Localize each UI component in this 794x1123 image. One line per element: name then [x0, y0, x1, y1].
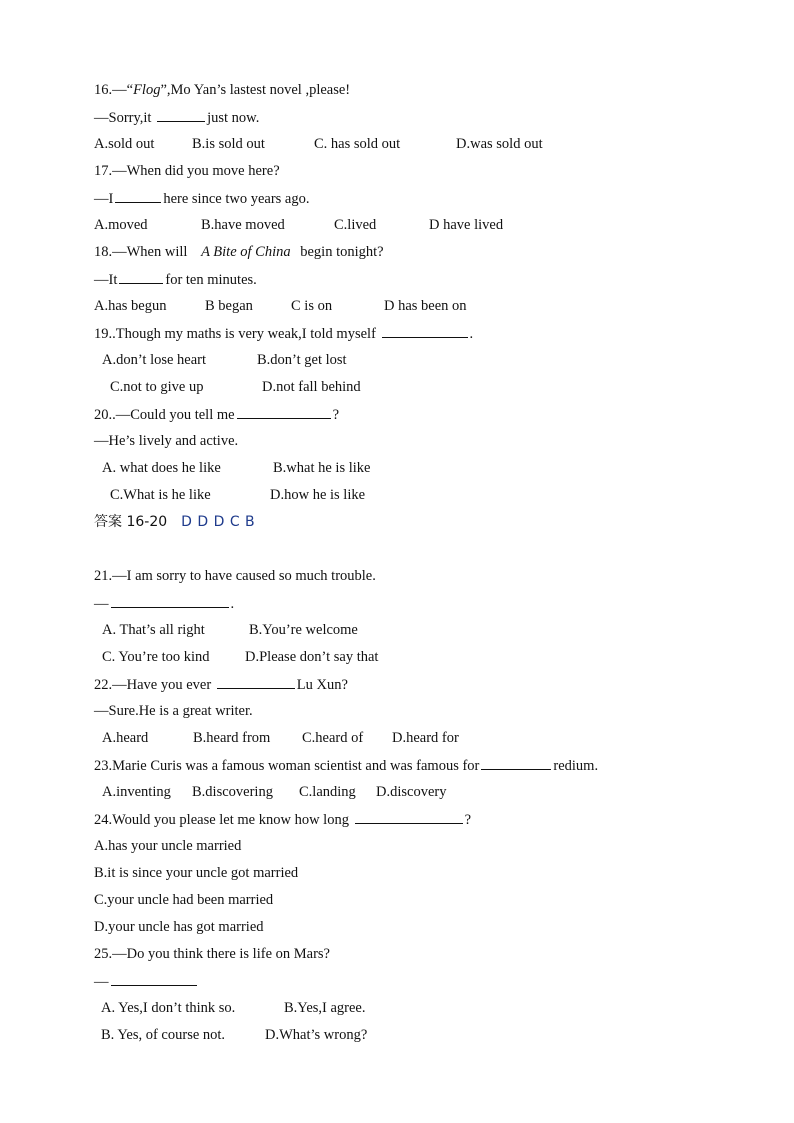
answer-blank	[111, 590, 229, 608]
option-d: D.What’s wrong?	[265, 1027, 368, 1043]
option-b: B.is sold out	[192, 136, 265, 152]
question-24-option-b: B.it is since your uncle got married	[94, 865, 299, 881]
option-b: B.discovering	[192, 784, 273, 800]
question-21-options-row1	[102, 617, 358, 644]
question-21-options-row2	[102, 644, 378, 671]
question-19-options-row1	[102, 347, 347, 374]
answer-blank	[115, 185, 161, 203]
question-17-options	[94, 212, 503, 239]
option-c: C.lived	[334, 217, 377, 233]
question-24-option-a: A.has your uncle married	[94, 838, 242, 854]
answer-blank	[237, 401, 331, 419]
option-a: A.moved	[94, 217, 148, 233]
option-c: C. has sold out	[314, 136, 401, 152]
question-18-reply: —It for ten minutes.	[94, 266, 257, 293]
option-b: B.have moved	[201, 217, 285, 233]
option-a: A. That’s all right	[102, 622, 205, 638]
question-20-stem: 20..—Could you tell me ?	[94, 401, 339, 428]
question-20-options-row2	[110, 482, 365, 509]
answer-key-values: D D D C B	[181, 514, 256, 530]
option-b-second: B. Yes, of course not.	[101, 1027, 226, 1043]
question-25-reply: —	[94, 968, 199, 995]
option-a: A.sold out	[94, 136, 155, 152]
option-d: D.Please don’t say that	[245, 649, 379, 665]
question-18-options	[94, 293, 467, 320]
option-c: C.What is he like	[110, 487, 211, 503]
answer-key-label: 答案 16-20	[94, 514, 168, 530]
question-25-options-row1	[101, 995, 366, 1022]
option-a: A.heard	[102, 730, 149, 746]
question-24-option-d: D.your uncle has got married	[94, 919, 264, 935]
answer-blank	[382, 320, 468, 338]
option-d: D.not fall behind	[262, 379, 361, 395]
option-d: D.how he is like	[270, 487, 366, 503]
question-18-stem: 18.—When will A Bite of China begin tonight?	[94, 244, 384, 260]
question-16-reply: —Sorry,it just now.	[94, 104, 259, 131]
question-17-reply: —I here since two years ago.	[94, 185, 310, 212]
option-d: D.was sold out	[456, 136, 543, 152]
answer-key-16-20	[94, 509, 255, 536]
question-24-option-c: C.your uncle had been married	[94, 892, 274, 908]
option-b: B.heard from	[193, 730, 271, 746]
question-22-reply: —Sure.He is a great writer.	[94, 703, 253, 719]
option-d: D has been on	[384, 298, 467, 314]
question-25-options-row2	[101, 1022, 367, 1049]
question-19-stem: 19..Though my maths is very weak,I told myself .	[94, 320, 473, 347]
question-23-options	[102, 779, 446, 806]
answer-blank	[157, 104, 205, 122]
option-b: B.Yes,I agree.	[284, 1000, 366, 1016]
option-a: A. Yes,I don’t think so.	[101, 1000, 236, 1016]
option-c: C.heard of	[302, 730, 364, 746]
option-a: A.don’t lose heart	[102, 352, 207, 368]
question-17-stem: 17.—When did you move here?	[94, 163, 280, 179]
question-16-stem: 16.—“Flog”,Mo Yan’s lastest novel ,please!	[94, 82, 351, 98]
program-title: A Bite of China	[201, 244, 291, 260]
question-24-stem: 24.Would you please let me know how long ?	[94, 806, 471, 833]
option-d: D.discovery	[376, 784, 447, 800]
novel-title: Flog	[133, 82, 161, 98]
question-19-options-row2	[110, 374, 361, 401]
question-16-options	[94, 131, 543, 158]
option-a: A. what does he like	[102, 460, 221, 476]
option-b: B.don’t get lost	[257, 352, 347, 368]
option-c: C.not to give up	[110, 379, 204, 395]
option-b: B began	[205, 298, 253, 314]
question-25-stem: 25.—Do you think there is life on Mars?	[94, 946, 330, 962]
option-a: A.inventing	[102, 784, 171, 800]
option-a: A.has begun	[94, 298, 167, 314]
option-c: C. You’re too kind	[102, 649, 210, 665]
question-21-reply: — .	[94, 590, 234, 617]
question-22-stem: 22.—Have you ever Lu Xun?	[94, 671, 348, 698]
option-c: C is on	[291, 298, 333, 314]
option-c: C.landing	[299, 784, 356, 800]
answer-blank	[119, 266, 163, 284]
question-22-options	[102, 725, 459, 752]
answer-blank	[111, 968, 197, 986]
question-23-stem: 23.Marie Curis was a famous woman scientist and was famous for redium.	[94, 752, 598, 779]
question-20-reply: —He’s lively and active.	[94, 433, 239, 449]
question-20-options-row1	[102, 455, 370, 482]
question-21-stem: 21.—I am sorry to have caused so much trouble.	[94, 568, 376, 584]
option-d: D.heard for	[392, 730, 459, 746]
option-b: B.You’re welcome	[249, 622, 358, 638]
option-d: D have lived	[429, 217, 504, 233]
answer-blank	[355, 806, 463, 824]
answer-blank	[217, 671, 295, 689]
option-b: B.what he is like	[273, 460, 371, 476]
answer-blank	[481, 752, 551, 770]
